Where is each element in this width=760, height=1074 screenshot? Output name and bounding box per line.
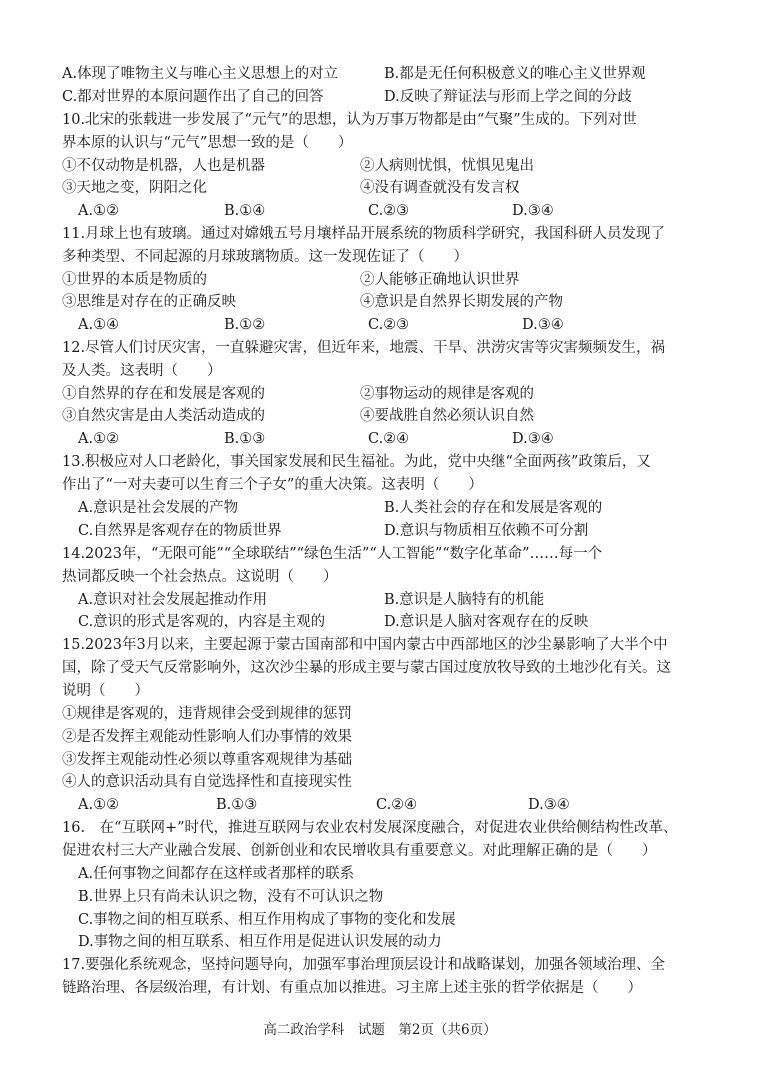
q10-choice-a: A.①② — [78, 203, 120, 219]
q12-stem-line2: 及人类。这表明（ ） — [62, 363, 222, 379]
q15-statement-4: ④人的意识活动具有自觉选择性和直接现实性 — [62, 774, 352, 790]
q11-stem-line2: 多种类型、不同起源的月球玻璃物质。这一发现佐证了（ ） — [62, 249, 468, 265]
q16-stem-line1: 16. 在“互联网+”时代，推进互联网与农业农村发展深度融合，对促进农业供给侧结构性改革、 — [62, 820, 678, 836]
q15-stem-line3: 说明（ ） — [62, 683, 149, 699]
q13-option-b: B.人类社会的存在和发展是客观的 — [384, 500, 603, 516]
q15-choice-b: B.①③ — [216, 797, 258, 813]
q10-statement-3: ③天地之变，阴阳之化 — [62, 180, 207, 196]
q11-choice-b: B.①② — [224, 317, 266, 333]
q11-stem-line1: 11.月球上也有玻璃。通过对嫦娥五号月壤样品开展系统的物质科学研究，我国科研人员发现了 — [62, 226, 666, 242]
q10-choice-d: D.③④ — [512, 203, 554, 219]
q11-statement-4: ④意识是自然界长期发展的产物 — [360, 294, 563, 310]
q11-choice-d: D.③④ — [522, 317, 564, 333]
q10-stem-line2: 界本原的认识与“元气”思想一致的是（ ） — [62, 135, 353, 151]
q15-statement-2: ②是否发挥主观能动性影响人们办事情的效果 — [62, 729, 352, 745]
q16-option-a: A.任何事物之间都存在这样或者那样的联系 — [78, 866, 355, 882]
q15-statement-3: ③发挥主观能动性必须以尊重客观规律为基础 — [62, 752, 352, 768]
q12-statement-1: ①自然界的存在和发展是客观的 — [62, 386, 265, 402]
q12-stem-line1: 12.尽管人们讨厌灾害，一直躲避灾害，但近年来，地震、干旱、洪涝灾害等灾害频频发生，祸 — [62, 340, 666, 356]
q9-option-b: B.都是无任何积极意义的唯心主义世界观 — [384, 66, 646, 82]
q14-option-a: A.意识对社会发展起推动作用 — [78, 592, 268, 608]
q12-statement-2: ②事物运动的规律是客观的 — [360, 386, 534, 402]
q16-option-c: C.事物之间的相互联系、相互作用构成了事物的变化和发展 — [78, 912, 456, 928]
q17-stem-line2: 链路治理、各层级治理，有计划、有重点加以推进。习主席上述主张的哲学依据是（ ） — [62, 980, 642, 996]
q14-option-d: D.意识是人脑对客观存在的反映 — [384, 614, 589, 630]
q15-stem-line2: 国，除了受天气反常影响外，这次沙尘暴的形成主要与蒙古国过度放牧导致的土地沙化有关。这 — [62, 660, 671, 676]
q16-option-d: D.事物之间的相互联系、相互作用是促进认识发展的动力 — [78, 934, 442, 950]
q9-option-a: A.体现了唯物主义与唯心主义思想上的对立 — [62, 66, 339, 82]
q9-option-d: D.反映了辩证法与形而上学之间的分歧 — [384, 89, 632, 105]
q12-statement-4: ④要战胜自然必须认识自然 — [360, 408, 534, 424]
q10-statement-2: ②人病则忧惧，忧惧见鬼出 — [360, 158, 534, 174]
q13-stem-line2: 作出了“一对夫妻可以生育三个子女”的重大决策。这表明（ ） — [62, 477, 483, 493]
q15-statement-1: ①规律是客观的，违背规律会受到规律的惩罚 — [62, 706, 352, 722]
q12-choice-d: D.③④ — [512, 431, 554, 447]
q12-choice-a: A.①② — [78, 431, 120, 447]
q14-option-c: C.意识的形式是客观的，内容是主观的 — [78, 614, 326, 630]
q11-choice-c: C.②③ — [368, 317, 410, 333]
q14-stem-line2: 热词都反映一个社会热点。这说明（ ） — [62, 569, 338, 585]
q14-option-b: B.意识是人脑特有的机能 — [384, 592, 545, 608]
q16-option-b: B.世界上只有尚未认识之物，没有不可认识之物 — [78, 889, 384, 905]
q11-choice-a: A.①④ — [78, 317, 120, 333]
q11-statement-1: ①世界的本质是物质的 — [62, 272, 207, 288]
q12-choice-b: B.①③ — [224, 431, 266, 447]
q12-choice-c: C.②④ — [368, 431, 410, 447]
q12-statement-3: ③自然灾害是由人类活动造成的 — [62, 408, 265, 424]
q14-stem-line1: 14.2023年，“无限可能”“全球联结”“绿色生活”“人工智能”“数字化革命”……每一个 — [62, 546, 603, 562]
q11-statement-2: ②人能够正确地认识世界 — [360, 272, 520, 288]
q16-stem-line2: 促进农村三大产业融合发展、创新创业和农民增收具有重要意义。对此理解正确的是（ ） — [62, 843, 657, 859]
q10-statement-4: ④没有调查就没有发言权 — [360, 180, 520, 196]
q15-choice-a: A.①② — [78, 797, 120, 813]
q10-choice-c: C.②③ — [368, 203, 410, 219]
q13-option-c: C.自然界是客观存在的物质世界 — [78, 523, 282, 539]
q9-option-c: C.都对世界的本原问题作出了自己的回答 — [62, 89, 324, 105]
q13-option-d: D.意识与物质相互依赖不可分割 — [384, 523, 589, 539]
q10-statement-1: ①不仅动物是机器，人也是机器 — [62, 158, 265, 174]
page-footer: 高二政治学科 试题 第2页（共6页） — [263, 1022, 497, 1038]
q15-stem-line1: 15.2023年3月以来，主要起源于蒙古国南部和中国内蒙古中西部地区的沙尘暴影响了大半个中 — [62, 637, 668, 653]
q10-stem-line1: 10.北宋的张载进一步发展了“元气”的思想，认为万事万物都是由“气聚”生成的。下列对世 — [62, 112, 637, 128]
q10-choice-b: B.①④ — [224, 203, 266, 219]
q13-stem-line1: 13.积极应对人口老龄化，事关国家发展和民生福祉。为此，党中央继“全面两孩”政策后，又 — [62, 454, 651, 470]
q13-option-a: A.意识是社会发展的产物 — [78, 500, 239, 516]
q15-choice-d: D.③④ — [528, 797, 570, 813]
q17-stem-line1: 17.要强化系统观念，坚持问题导向，加强军事治理顶层设计和战略谋划，加强各领域治理、全 — [62, 957, 666, 973]
q15-choice-c: C.②④ — [376, 797, 418, 813]
q11-statement-3: ③思维是对存在的正确反映 — [62, 294, 236, 310]
